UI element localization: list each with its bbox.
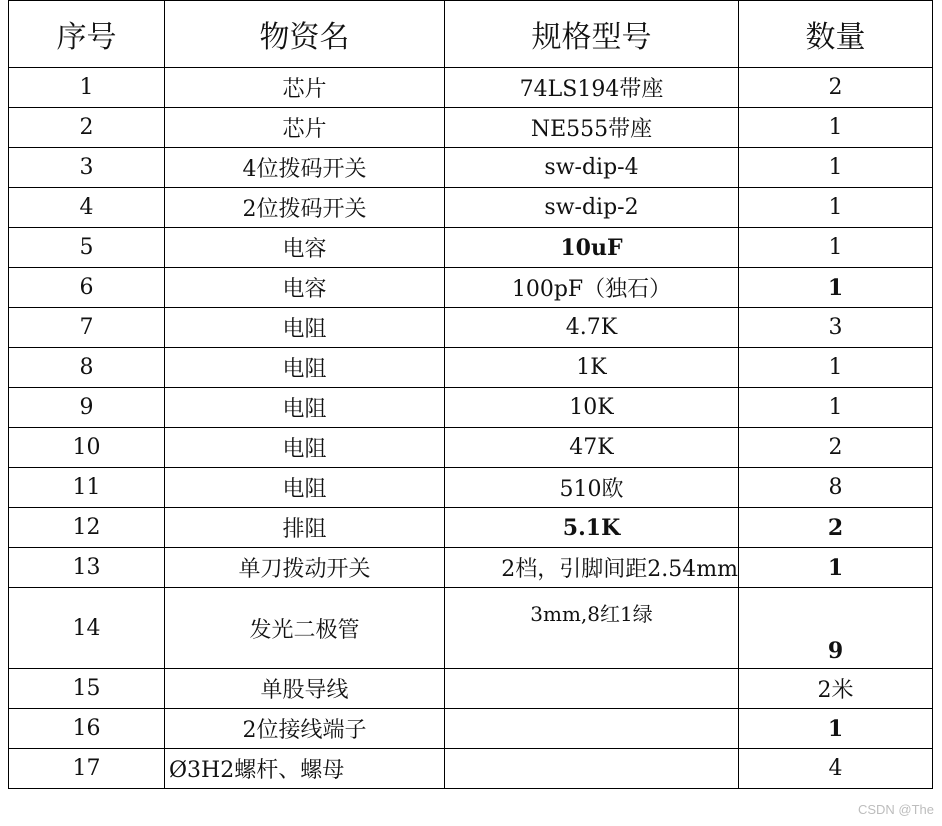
header-quantity: 数量 [739,1,933,68]
cell-index: 11 [9,468,165,508]
table-row [9,148,933,188]
table-row [9,228,933,268]
cell-spec: 2档，引脚间距2.54mm [445,548,739,588]
cell-spec: 10uF [445,228,739,268]
cell-quantity: 2 [739,508,933,548]
cell-index: 14 [9,588,165,669]
cell-spec: sw-dip-2 [445,188,739,228]
table-row [9,268,933,308]
cell-quantity: 1 [739,548,933,588]
cell-item-name: 电容 [165,268,445,308]
cell-quantity: 1 [739,188,933,228]
table-row [9,188,933,228]
table-row [9,548,933,588]
table-row [9,588,933,669]
cell-spec: 510欧 [445,468,739,508]
cell-index: 5 [9,228,165,268]
header-item-name: 物资名 [165,1,445,68]
table-row [9,709,933,749]
cell-item-name: 电阻 [165,388,445,428]
cell-index: 13 [9,548,165,588]
cell-item-name: 排阻 [165,508,445,548]
cell-index: 10 [9,428,165,468]
cell-spec [445,669,739,709]
cell-item-name: 发光二极管 [165,588,445,669]
header-row [9,1,933,68]
cell-index: 16 [9,709,165,749]
cell-quantity: 1 [739,268,933,308]
cell-item-name: 4位拨码开关 [165,148,445,188]
cell-item-name: 芯片 [165,68,445,108]
cell-index: 3 [9,148,165,188]
cell-quantity: 1 [739,348,933,388]
cell-index: 7 [9,308,165,348]
cell-spec: sw-dip-4 [445,148,739,188]
table-row [9,749,933,789]
cell-item-name: 芯片 [165,108,445,148]
cell-index: 15 [9,669,165,709]
table-row [9,669,933,709]
cell-index: 9 [9,388,165,428]
cell-item-name: 2位拨码开关 [165,188,445,228]
header-spec: 规格型号 [445,1,739,68]
cell-spec: 5.1K [445,508,739,548]
cell-quantity: 9 [739,588,933,669]
cell-spec: 74LS194带座 [445,68,739,108]
header-index: 序号 [9,1,165,68]
table-row [9,108,933,148]
cell-item-name: 电容 [165,228,445,268]
cell-item-name: 电阻 [165,468,445,508]
cell-item-name: 2位接线端子 [165,709,445,749]
cell-index: 2 [9,108,165,148]
cell-item-name: 单刀拨动开关 [165,548,445,588]
cell-quantity: 2 [739,68,933,108]
cell-quantity: 1 [739,108,933,148]
table-row [9,348,933,388]
cell-spec [445,709,739,749]
cell-index: 4 [9,188,165,228]
cell-quantity: 1 [739,148,933,188]
table-row [9,428,933,468]
cell-item-name: 电阻 [165,308,445,348]
table-row [9,308,933,348]
cell-quantity: 4 [739,749,933,789]
cell-quantity: 8 [739,468,933,508]
cell-item-name: Ø3H2螺杆、螺母 [165,749,445,789]
table-row [9,68,933,108]
cell-quantity: 2米 [739,669,933,709]
cell-index: 1 [9,68,165,108]
cell-quantity: 3 [739,308,933,348]
cell-spec: 1K [445,348,739,388]
cell-spec: NE555带座 [445,108,739,148]
cell-quantity: 2 [739,428,933,468]
watermark-text: CSDN @The [857,802,934,817]
cell-spec: 3mm,8红1绿 [445,588,739,669]
table-row [9,508,933,548]
cell-spec: 47K [445,428,739,468]
cell-item-name: 电阻 [165,428,445,468]
cell-index: 8 [9,348,165,388]
cell-quantity: 1 [739,228,933,268]
cell-spec [445,749,739,789]
cell-index: 17 [9,749,165,789]
cell-index: 6 [9,268,165,308]
cell-quantity: 1 [739,709,933,749]
cell-spec: 10K [445,388,739,428]
cell-spec: 4.7K [445,308,739,348]
cell-item-name: 电阻 [165,348,445,388]
cell-quantity: 1 [739,388,933,428]
cell-spec: 100pF（独石） [445,268,739,308]
materials-table [8,0,933,789]
table-row [9,388,933,428]
table-row [9,468,933,508]
cell-item-name: 单股导线 [165,669,445,709]
cell-index: 12 [9,508,165,548]
